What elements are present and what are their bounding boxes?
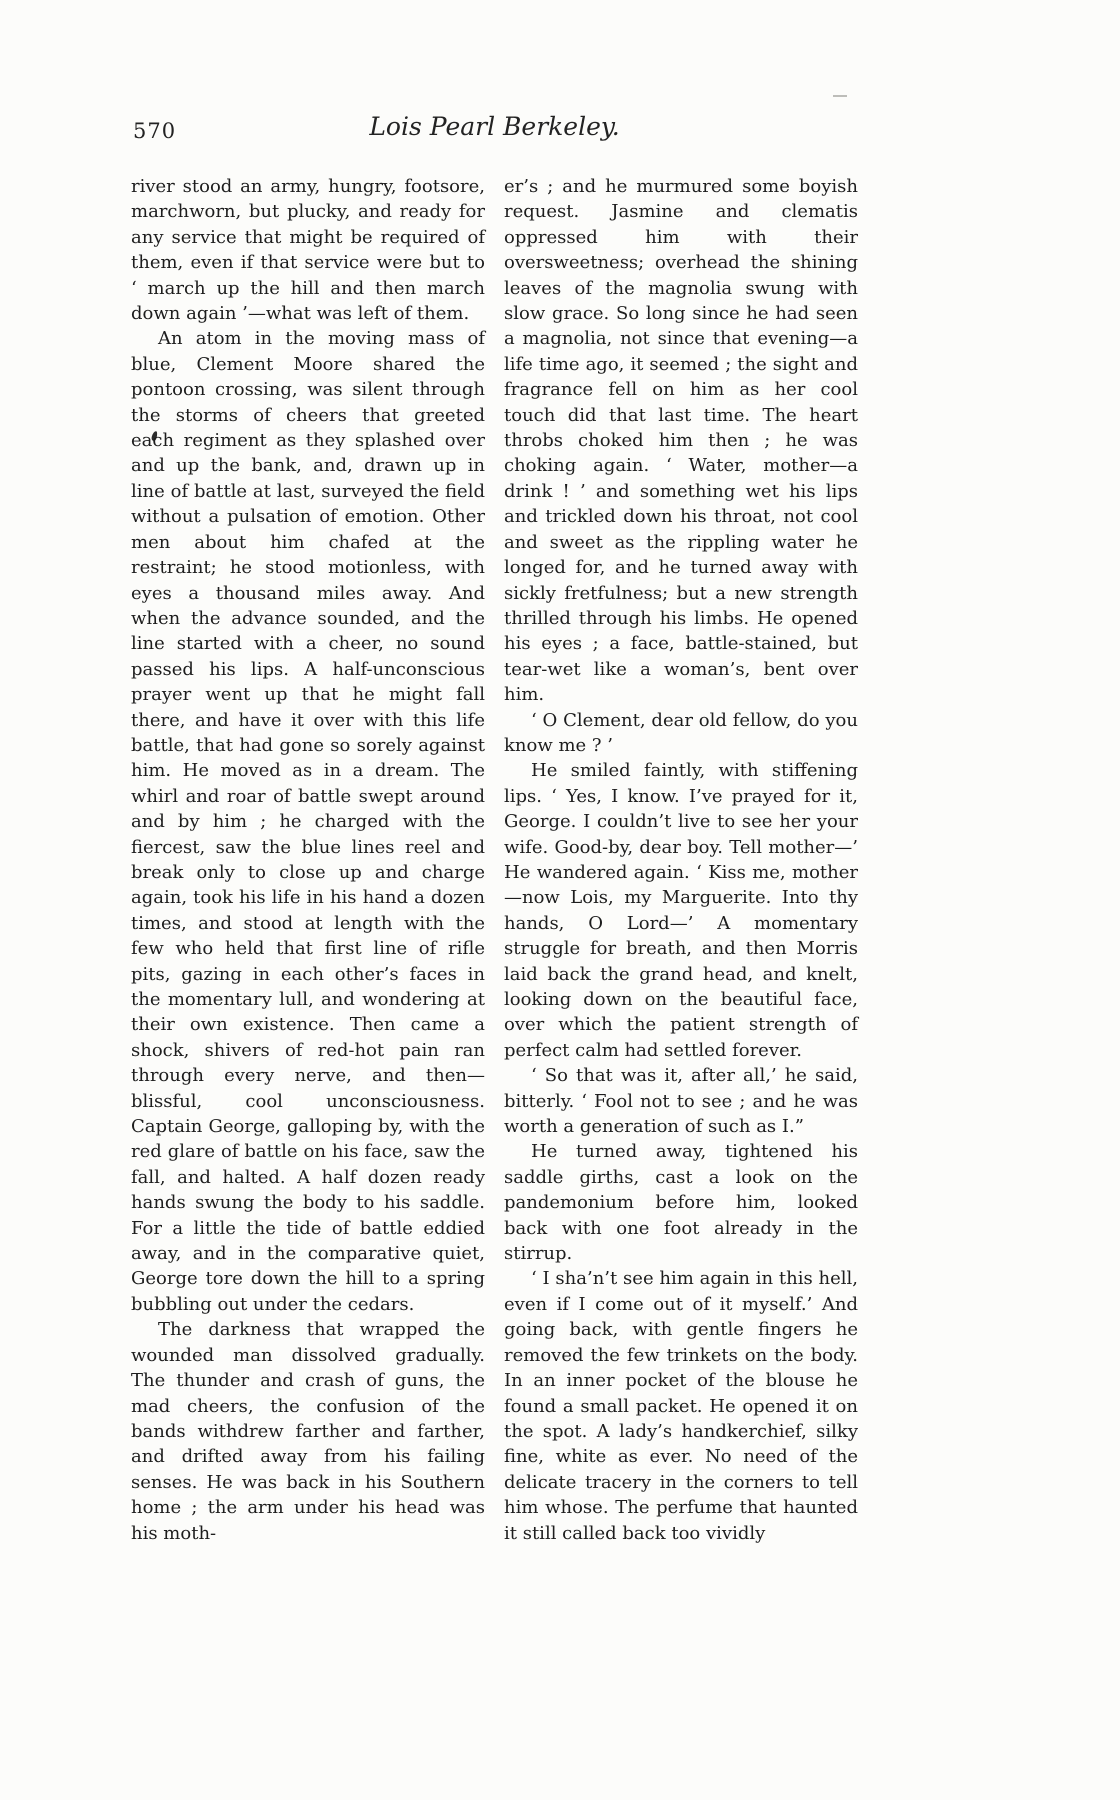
paragraph: The darkness that wrapped the wounded man dissolved gradually. The thunder and crash of guns, the mad cheers, the confusion of the bands withdrew farther and farther, and drifted away from his failing senses. He was back in his Southern home ; the arm under his head was his moth- (131, 1319, 485, 1544)
page-number: 570 (133, 119, 177, 143)
paragraph: er’s ; and he murmured some boyish request. Jasmine and clematis oppressed him with their oversweetness; overhead the shining leaves of the magnolia swung with slow grace. So long since he had seen a magnolia, not since that evening—a life time ago, it seemed ; the sight and fragrance fell on him as her cool touch did that last time. The heart throbs choked him then ; he was choking again. ‘ Water, mother—a drink ! ’ and something wet his lips and trickled down his throat, not cool and sweet as the rippling water he longed for, and he turned away with sickly fretfulness; but a new strength thrilled through his limbs. He opened his eyes ; a face, battle-stained, but tear-wet like a woman’s, bent over him. (504, 176, 858, 706)
paragraph: river stood an army, hungry, footsore, marchworn, but plucky, and ready for any service that might be required of them, even if that service were but to ‘ march up the hill and then march down again ’—what was left of them. (131, 176, 485, 325)
paragraph: ‘ So that was it, after all,’ he said, bitterly. ‘ Fool not to see ; and he was worth a generation of such as I.” (504, 1065, 858, 1138)
left-column (131, 174, 485, 1546)
right-column (504, 174, 858, 1546)
scan-mark (833, 95, 847, 97)
paragraph: He turned away, tightened his saddle girths, cast a look on the pandemonium before him, looked back with one foot already in the stirrup. (504, 1141, 858, 1265)
paragraph: ‘ O Clement, dear old fellow, do you know me ? ’ (504, 709, 858, 756)
page-header (131, 112, 858, 152)
text-columns (131, 174, 858, 1546)
paragraph: ‘ I sha’n’t see him again in this hell, even if I come out of it myself.’ And going back, with gentle fingers he removed the few trinkets on the body. In an inner pocket of the blouse he found a small packet. He opened it on the spot. A lady’s handkerchief, silky fine, white as ever. No need of the delicate tracery in the corners to tell him whose. The perfume that haunted it still called back too vividly (504, 1268, 858, 1544)
paragraph: He smiled faintly, with stiffening lips. ‘ Yes, I know. I’ve prayed for it, George. I couldn’t live to see her your wife. Good-by, dear boy. Tell mother—’ He wandered again. ‘ Kiss me, mother—now Lois, my Marguerite. Into thy hands, O Lord—’ A momentary struggle for breath, and then Morris laid back the grand head, and knelt, looking down on the beautiful face, over which the patient strength of perfect calm had settled forever. (504, 760, 858, 1061)
paragraph: An atom in the moving mass of blue, Clement Moore shared the pontoon crossing, was silent through the storms of cheers that greeted each regiment as they splashed over and up the bank, and, drawn up in line of battle at last, surveyed the field without a pulsation of emotion. Other men about him chafed at the restraint; he stood motionless, with eyes a thousand miles away. And when the advance sounded, and the line started with a cheer, no sound passed his lips. A half-unconscious prayer went up that he might fall there, and have it over with this life battle, that had gone so sorely against him. He moved as in a dream. The whirl and roar of battle swept around and by him ; he charged with the fiercest, saw the blue lines reel and break only to close up and charge again, took his life in his hand a dozen times, and stood at length with the few who held that first line of rifle pits, gazing in each other’s faces in the momentary lull, and wondering at their own existence. Then came a shock, shivers of red-hot pain ran through every nerve, and then—blissful, cool unconsciousness. Captain George, galloping by, with the red glare of battle on his face, saw the fall, and halted. A half dozen ready hands swung the body to his saddle. For a little the tide of battle eddied away, and in the comparative quiet, George tore down the hill to a spring bubbling out under the cedars. (131, 328, 485, 1315)
page-content (131, 112, 858, 1546)
running-title: Lois Pearl Berkeley. (369, 112, 620, 141)
